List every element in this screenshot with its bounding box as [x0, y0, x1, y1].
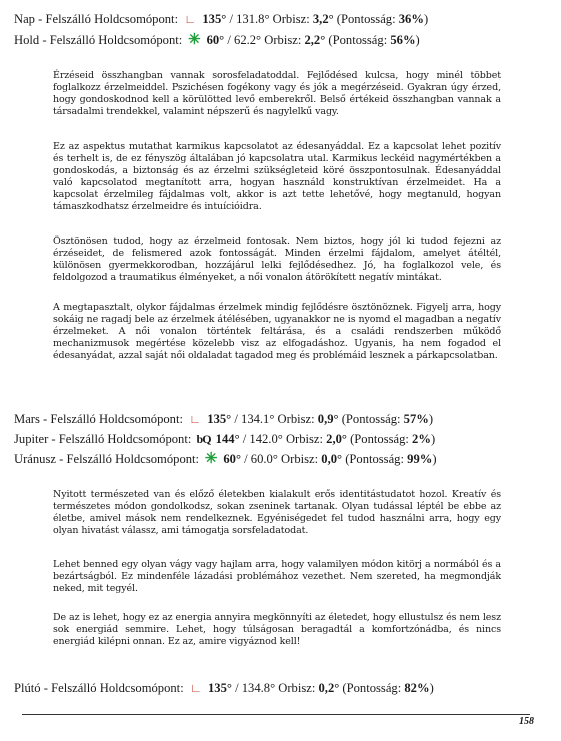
- accuracy-value: 82%: [404, 681, 430, 695]
- aspect-line-pluto: Plútó - Felszálló Holdcsomópont: ∟ 135° / 134.8° Orbisz: 0,2° (Pontosság: 82%): [14, 681, 434, 695]
- exact-angle: 131.8°: [236, 12, 270, 26]
- aspect-angle: 144°: [215, 432, 240, 446]
- planet-name: Mars: [14, 412, 40, 426]
- orb-value: 2,0°: [326, 432, 347, 446]
- paragraph: De az is lehet, hogy ez az energia annyira megkönnyíti az életedet, hogy ellustulsz és nem lesz sok energiád semmire. Lehet, hogy túlságosan beragadtál a komfortzónádba, és nincs energiád kilépni onnan. Ez az, amire vigyáznod kell!: [53, 612, 501, 648]
- orb-value: 0,9°: [317, 412, 339, 426]
- footer-rule: [22, 714, 530, 715]
- square-icon: ∟: [189, 681, 202, 695]
- accuracy-value: 2%: [412, 432, 431, 446]
- exact-angle: 134.1°: [241, 412, 275, 426]
- accuracy-value: 36%: [398, 12, 424, 26]
- node-name: Felszálló Holdcsomópont: [51, 681, 181, 695]
- paragraph: Lehet benned egy olyan vágy vagy hajlam arra, hogy valamilyen módon kitörj a normából és a bezártságból. Ez mindenféle lázadási problémához vezethet. Nem szereted, ha megmondják neked, mit tegyél.: [53, 559, 501, 595]
- planet-name: Uránusz: [14, 452, 56, 466]
- aspect-line-uranusz: Uránusz - Felszálló Holdcsomópont: ✳ 60° / 60.0° Orbisz: 0,0° (Pontosság: 99%): [14, 451, 437, 467]
- square-icon: ∟: [184, 12, 197, 26]
- node-name: Felszálló Holdcsomópont: [50, 412, 180, 426]
- planet-name: Jupiter: [14, 432, 49, 446]
- planet-name: Nap: [14, 12, 35, 26]
- paragraph: Ösztönösen tudod, hogy az érzelmeid fontosak. Nem biztos, hogy jól ki tudod fejezni az érzéseidet, de felismered azok fontosságát. Minden érzelmi fájdalom, amelyet átéltél, különösen gyermekkorodban, hozzájárul lelki fejlődésedhez. Jó, ha foglalkozol vele, és feldolgozod a traumatikus élményeket, a női vonalon átörökített negatív mintákat.: [53, 236, 501, 284]
- aspect-line-hold: Hold - Felszálló Holdcsomópont: ✳ 60° / 62.2° Orbisz: 2,2° (Pontosság: 56%): [14, 32, 420, 48]
- exact-angle: 62.2°: [234, 33, 262, 47]
- aspect-line-nap: Nap - Felszálló Holdcsomópont: ∟ 135° / 131.8° Orbisz: 3,2° (Pontosság: 36%): [14, 12, 429, 26]
- biquintile-icon: bQ: [196, 432, 211, 446]
- aspect-line-mars: Mars - Felszálló Holdcsomópont: ∟ 135° / 134.1° Orbisz: 0,9° (Pontosság: 57%): [14, 412, 434, 426]
- accuracy-value: 57%: [403, 412, 429, 426]
- sextile-icon: ✳: [188, 32, 201, 48]
- paragraph: Érzéseid összhangban vannak sorosfeladatoddal. Fejlődésed kulcsa, hogy minél többet foglalkozz érzelmeiddel. Pszichésen fogékony vagy és jók a megérzéseid. Gyakran úgy érzed, hogy gondoskodnod kell a körülötted levő emberekről. Belső értékeid összhangban vannak a társadalmi trendekkel, valamint népszerű és nagylelkű vagy.: [53, 70, 501, 118]
- aspect-angle: 135°: [207, 412, 232, 426]
- exact-angle: 60.0°: [250, 452, 278, 466]
- accuracy-value: 56%: [390, 33, 416, 47]
- aspect-line-jupiter: Jupiter - Felszálló Holdcsomópont: bQ 144° / 142.0° Orbisz: 2,0° (Pontosság: 2%): [14, 432, 436, 446]
- page-number: 158: [519, 716, 534, 727]
- planet-name: Plútó: [14, 681, 41, 695]
- planet-name: Hold: [14, 33, 40, 47]
- sextile-icon: ✳: [204, 451, 218, 467]
- node-name: Felszálló Holdcsomópont: [66, 452, 196, 466]
- orb-value: 0,2°: [318, 681, 340, 695]
- aspect-angle: 135°: [208, 681, 232, 695]
- aspect-angle: 135°: [202, 12, 227, 26]
- exact-angle: 134.8°: [241, 681, 276, 695]
- square-icon: ∟: [189, 412, 201, 426]
- node-name: Felszálló Holdcsomópont: [58, 432, 188, 446]
- paragraph: Ez az aspektus mutathat karmikus kapcsolatot az édesanyáddal. Ez a kapcsolat lehet pozitív és terhelt is, de ez fényszög általában jó kapcsolatra utal. Karmikus leckéid nagymértékben a gondoskodás, a biztonság és az érzelmi szükségleteid köré összpontosulnak. Édesanyáddal való kapcsolatod megtanított arra, hogyan használd konstruktívan érzelmeidet. Ha a kapcsolat érzelmileg fájdalmas volt, akkor is azt tette lehetővé, hogy megtanuld, hogyan támaszkodhatsz érzelmeidre és intuícióidra.: [53, 141, 501, 213]
- orb-value: 2,2°: [304, 33, 326, 47]
- paragraph: A megtapasztalt, olykor fájdalmas érzelmek mindig fejlődésre ösztönöznek. Figyelj arra, hogy sokáig ne ragadj bele az érzelmek átélésében, ugyanakkor ne is nyomd el magadban a negatív érzelmeket. A női vonalon történtek feltárása, és a családi rendszerben működő mechanizmusok megértése közelebb visz az elfogadáshoz. Ugyanis, ha nem fogadod el édesanyádat, azzal saját női oldaladat tagadod meg és problémáid lesznek a párkapcsolatban.: [53, 302, 501, 362]
- orb-value: 0,0°: [321, 452, 343, 466]
- orb-value: 3,2°: [312, 12, 334, 26]
- node-name: Felszálló Holdcsomópont: [49, 33, 179, 47]
- paragraph: Nyitott természeted van és előző életekben kialakult erős identitástudatot hozol. Kreatív és természetes módon gondolkodsz, sokan zseninek tartanak. Olyan tudással léptél be ebbe az életbe, amivel mások nem rendelkeznek. Egyéniségedet fel tudod használni arra, hogy egy olyan hivatást válassz, ami támogatja sorsfeladatodat.: [53, 489, 501, 537]
- aspect-angle: 60°: [206, 33, 225, 47]
- exact-angle: 142.0°: [249, 432, 283, 446]
- aspect-angle: 60°: [223, 452, 241, 466]
- accuracy-value: 99%: [407, 452, 433, 466]
- node-name: Felszálló Holdcsomópont: [45, 12, 175, 26]
